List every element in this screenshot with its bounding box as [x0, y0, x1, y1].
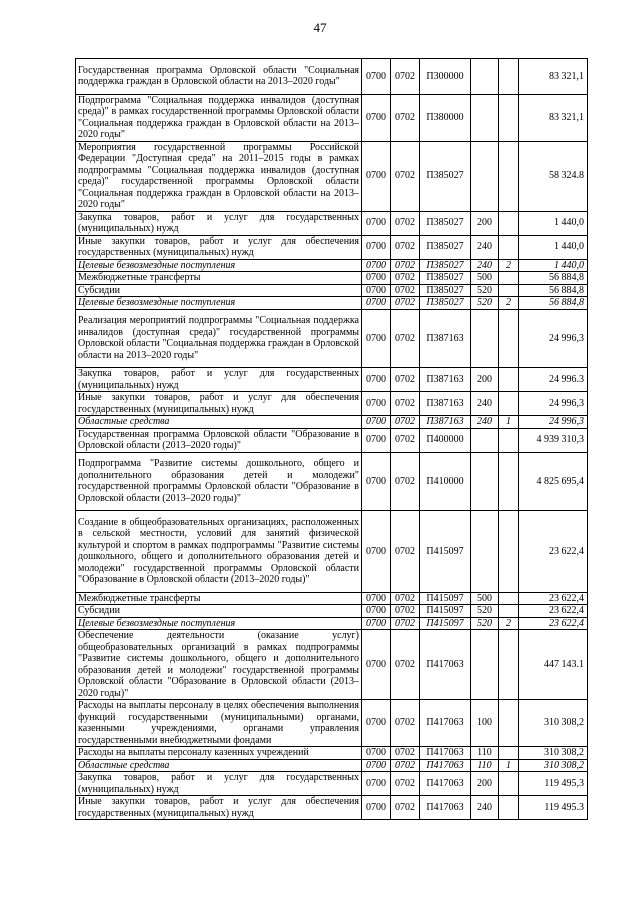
- row-amount-cell: 58 324.8: [519, 141, 588, 211]
- row-name-cell: Реализация мероприятий подпрограммы "Социальная поддержка инвалидов (доступная среда)" государственной программы Орловской области "Социальная поддержка граждан в Орловской области на 2013–2020 годы": [76, 309, 362, 368]
- row-amount-cell: 1 440,0: [519, 259, 588, 272]
- row-source-cell: [499, 452, 519, 511]
- row-expense-type-cell: 240: [471, 235, 499, 259]
- table-row: [76, 94, 588, 141]
- table-row: [76, 272, 588, 285]
- row-subsection-cell: 0702: [391, 211, 420, 235]
- row-name-cell: Областные средства: [76, 416, 362, 429]
- row-subsection-cell: 0702: [391, 94, 420, 141]
- row-target-article-cell: П417063: [420, 796, 471, 820]
- row-expense-type-cell: [471, 309, 499, 368]
- table-row: [76, 416, 588, 429]
- row-subsection-cell: 0702: [391, 368, 420, 392]
- row-amount-cell: 1 440,0: [519, 235, 588, 259]
- row-source-cell: 2: [499, 259, 519, 272]
- row-section-cell: 0700: [362, 759, 391, 772]
- budget-table: [75, 58, 588, 820]
- table-row: [76, 592, 588, 605]
- row-amount-cell: 119 495,3: [519, 772, 588, 796]
- row-amount-cell: 310 308,2: [519, 700, 588, 747]
- row-source-cell: [499, 368, 519, 392]
- row-target-article-cell: П385027: [420, 211, 471, 235]
- row-source-cell: [499, 59, 519, 95]
- row-section-cell: 0700: [362, 592, 391, 605]
- row-name-cell: Целевые безвозмездные поступления: [76, 259, 362, 272]
- row-subsection-cell: 0702: [391, 700, 420, 747]
- row-section-cell: 0700: [362, 309, 391, 368]
- table-row: [76, 747, 588, 760]
- row-source-cell: [499, 511, 519, 593]
- page-number: 47: [313, 20, 327, 35]
- row-subsection-cell: 0702: [391, 747, 420, 760]
- row-expense-type-cell: 100: [471, 700, 499, 747]
- row-amount-cell: 310 308,2: [519, 747, 588, 760]
- row-source-cell: [499, 428, 519, 452]
- row-expense-type-cell: 110: [471, 747, 499, 760]
- row-target-article-cell: П385027: [420, 297, 471, 310]
- row-name-cell: Мероприятия государственной программы Российской Федерации "Доступная среда" на 2011–2015 годы в рамках подпрограммы "Социальная поддержка инвалидов (доступная среда)" государственной программы Орловской области "Социальная поддержка граждан в Орловской области на 2013–2020 годы": [76, 141, 362, 211]
- row-subsection-cell: 0702: [391, 428, 420, 452]
- row-section-cell: 0700: [362, 452, 391, 511]
- row-expense-type-cell: [471, 630, 499, 700]
- row-source-cell: [499, 700, 519, 747]
- row-source-cell: 2: [499, 297, 519, 310]
- table-row: [76, 796, 588, 820]
- row-expense-type-cell: 240: [471, 796, 499, 820]
- row-target-article-cell: П417063: [420, 700, 471, 747]
- row-source-cell: [499, 235, 519, 259]
- row-subsection-cell: 0702: [391, 284, 420, 297]
- row-source-cell: [499, 94, 519, 141]
- row-amount-cell: 447 143.1: [519, 630, 588, 700]
- row-target-article-cell: П300000: [420, 59, 471, 95]
- row-subsection-cell: 0702: [391, 392, 420, 416]
- row-source-cell: [499, 272, 519, 285]
- row-expense-type-cell: 520: [471, 617, 499, 630]
- row-section-cell: 0700: [362, 211, 391, 235]
- row-target-article-cell: П415097: [420, 605, 471, 618]
- row-target-article-cell: П417063: [420, 747, 471, 760]
- row-section-cell: 0700: [362, 630, 391, 700]
- row-amount-cell: 23 622,4: [519, 617, 588, 630]
- row-target-article-cell: П385027: [420, 259, 471, 272]
- table-row: [76, 452, 588, 511]
- row-expense-type-cell: [471, 511, 499, 593]
- table-row: [76, 59, 588, 95]
- row-name-cell: Иные закупки товаров, работ и услуг для обеспечения государственных (муниципальных) нужд: [76, 392, 362, 416]
- row-section-cell: 0700: [362, 617, 391, 630]
- row-target-article-cell: П385027: [420, 235, 471, 259]
- row-subsection-cell: 0702: [391, 630, 420, 700]
- row-expense-type-cell: [471, 452, 499, 511]
- row-subsection-cell: 0702: [391, 309, 420, 368]
- row-amount-cell: 23 622,4: [519, 592, 588, 605]
- row-subsection-cell: 0702: [391, 605, 420, 618]
- row-target-article-cell: П387163: [420, 416, 471, 429]
- row-name-cell: Подпрограмма "Развитие системы дошкольного, общего и дополнительного образования детей и молодежи" государственной программы Орловской области "Образование в Орловской области (2013–2020 годы)": [76, 452, 362, 511]
- row-source-cell: 1: [499, 416, 519, 429]
- row-source-cell: [499, 772, 519, 796]
- row-name-cell: Подпрограмма "Социальная поддержка инвалидов (доступная среда)" в рамках государственной программы Орловской области "Социальная поддержка граждан в Орловской области на 2013–2020 годы": [76, 94, 362, 141]
- row-subsection-cell: 0702: [391, 297, 420, 310]
- row-name-cell: Субсидии: [76, 605, 362, 618]
- row-section-cell: 0700: [362, 392, 391, 416]
- table-row: [76, 259, 588, 272]
- row-expense-type-cell: 240: [471, 392, 499, 416]
- table-row: [76, 630, 588, 700]
- row-target-article-cell: П417063: [420, 630, 471, 700]
- row-name-cell: Расходы на выплаты персоналу казенных учреждений: [76, 747, 362, 760]
- table-row: [76, 759, 588, 772]
- row-target-article-cell: П417063: [420, 759, 471, 772]
- table-body: [76, 59, 588, 820]
- row-amount-cell: 119 495.3: [519, 796, 588, 820]
- row-target-article-cell: П385027: [420, 141, 471, 211]
- row-target-article-cell: П385027: [420, 284, 471, 297]
- row-target-article-cell: П415097: [420, 592, 471, 605]
- table-row: [76, 309, 588, 368]
- table-row: [76, 428, 588, 452]
- row-section-cell: 0700: [362, 59, 391, 95]
- row-name-cell: Межбюджетные трансферты: [76, 272, 362, 285]
- table-row: [76, 511, 588, 593]
- row-subsection-cell: 0702: [391, 272, 420, 285]
- row-section-cell: 0700: [362, 416, 391, 429]
- row-source-cell: [499, 747, 519, 760]
- row-expense-type-cell: [471, 59, 499, 95]
- row-subsection-cell: 0702: [391, 416, 420, 429]
- row-target-article-cell: П400000: [420, 428, 471, 452]
- row-target-article-cell: П385027: [420, 272, 471, 285]
- row-amount-cell: 56 884,8: [519, 284, 588, 297]
- row-amount-cell: 310 308,2: [519, 759, 588, 772]
- row-amount-cell: 24 996,3: [519, 416, 588, 429]
- table-row: [76, 700, 588, 747]
- row-target-article-cell: П380000: [420, 94, 471, 141]
- row-amount-cell: 4 939 310,3: [519, 428, 588, 452]
- row-subsection-cell: 0702: [391, 235, 420, 259]
- row-section-cell: 0700: [362, 700, 391, 747]
- row-section-cell: 0700: [362, 796, 391, 820]
- row-name-cell: Закупка товаров, работ и услуг для государственных (муниципальных) нужд: [76, 211, 362, 235]
- row-target-article-cell: П415097: [420, 511, 471, 593]
- row-section-cell: 0700: [362, 272, 391, 285]
- row-amount-cell: 23 622,4: [519, 511, 588, 593]
- row-target-article-cell: П387163: [420, 368, 471, 392]
- row-amount-cell: 56 884,8: [519, 272, 588, 285]
- row-target-article-cell: П387163: [420, 392, 471, 416]
- row-expense-type-cell: 500: [471, 272, 499, 285]
- table-row: [76, 772, 588, 796]
- row-expense-type-cell: 520: [471, 605, 499, 618]
- row-target-article-cell: П387163: [420, 309, 471, 368]
- row-section-cell: 0700: [362, 297, 391, 310]
- row-amount-cell: 83 321,1: [519, 94, 588, 141]
- row-expense-type-cell: 110: [471, 759, 499, 772]
- row-target-article-cell: П415097: [420, 617, 471, 630]
- row-source-cell: [499, 141, 519, 211]
- row-expense-type-cell: 520: [471, 297, 499, 310]
- row-name-cell: Межбюджетные трансферты: [76, 592, 362, 605]
- row-expense-type-cell: [471, 141, 499, 211]
- row-subsection-cell: 0702: [391, 59, 420, 95]
- row-section-cell: 0700: [362, 259, 391, 272]
- row-name-cell: Субсидии: [76, 284, 362, 297]
- row-section-cell: 0700: [362, 772, 391, 796]
- table-row: [76, 141, 588, 211]
- row-name-cell: Областные средства: [76, 759, 362, 772]
- table-row: [76, 211, 588, 235]
- row-name-cell: Целевые безвозмездные поступления: [76, 617, 362, 630]
- row-source-cell: [499, 284, 519, 297]
- row-section-cell: 0700: [362, 368, 391, 392]
- row-source-cell: 2: [499, 617, 519, 630]
- row-name-cell: Государственная программа Орловской области "Образование в Орловской области (2013–2020 годы)": [76, 428, 362, 452]
- row-amount-cell: 24 996,3: [519, 309, 588, 368]
- row-expense-type-cell: 500: [471, 592, 499, 605]
- row-source-cell: [499, 796, 519, 820]
- row-source-cell: [499, 630, 519, 700]
- row-target-article-cell: П410000: [420, 452, 471, 511]
- row-amount-cell: 4 825 695,4: [519, 452, 588, 511]
- row-name-cell: Иные закупки товаров, работ и услуг для обеспечения государственных (муниципальных) нужд: [76, 235, 362, 259]
- row-subsection-cell: 0702: [391, 796, 420, 820]
- row-name-cell: Расходы на выплаты персоналу в целях обеспечения выполнения функций государственными (муниципальными) органами, казенными учреждениями, органами управления государственными внебюджетными фондами: [76, 700, 362, 747]
- row-expense-type-cell: 200: [471, 368, 499, 392]
- row-expense-type-cell: 200: [471, 772, 499, 796]
- row-section-cell: 0700: [362, 235, 391, 259]
- row-subsection-cell: 0702: [391, 759, 420, 772]
- row-name-cell: Закупка товаров, работ и услуг для государственных (муниципальных) нужд: [76, 772, 362, 796]
- row-expense-type-cell: 200: [471, 211, 499, 235]
- row-subsection-cell: 0702: [391, 592, 420, 605]
- row-section-cell: 0700: [362, 94, 391, 141]
- row-source-cell: 1: [499, 759, 519, 772]
- row-expense-type-cell: [471, 94, 499, 141]
- row-name-cell: Целевые безвозмездные поступления: [76, 297, 362, 310]
- row-amount-cell: 24 996.3: [519, 368, 588, 392]
- row-section-cell: 0700: [362, 511, 391, 593]
- table-row: [76, 605, 588, 618]
- row-subsection-cell: 0702: [391, 617, 420, 630]
- row-source-cell: [499, 605, 519, 618]
- row-section-cell: 0700: [362, 284, 391, 297]
- table-row: [76, 297, 588, 310]
- table-row: [76, 368, 588, 392]
- row-amount-cell: 23 622,4: [519, 605, 588, 618]
- row-section-cell: 0700: [362, 605, 391, 618]
- table-row: [76, 617, 588, 630]
- row-amount-cell: 1 440,0: [519, 211, 588, 235]
- row-name-cell: Обеспечение деятельности (оказание услуг) общеобразовательных организаций в рамках подпрограммы "Развитие системы дошкольного, общего и дополнительного образования детей и молодежи" государственной программы Орловской области "Образование в Орловской области (2013–2020 годы)": [76, 630, 362, 700]
- row-expense-type-cell: 240: [471, 416, 499, 429]
- row-source-cell: [499, 392, 519, 416]
- row-name-cell: Государственная программа Орловской области "Социальная поддержка граждан в Орловской области на 2013–2020 годы": [76, 59, 362, 95]
- row-name-cell: Закупка товаров, работ и услуг для государственных (муниципальных) нужд: [76, 368, 362, 392]
- row-subsection-cell: 0702: [391, 141, 420, 211]
- row-section-cell: 0700: [362, 428, 391, 452]
- table-row: [76, 392, 588, 416]
- row-expense-type-cell: [471, 428, 499, 452]
- row-source-cell: [499, 211, 519, 235]
- row-expense-type-cell: 240: [471, 259, 499, 272]
- row-target-article-cell: П417063: [420, 772, 471, 796]
- table-row: [76, 235, 588, 259]
- row-subsection-cell: 0702: [391, 452, 420, 511]
- row-name-cell: Создание в общеобразовательных организациях, расположенных в сельской местности, условий для занятий физической культурой и спортом в рамках подпрограммы "Развитие системы дошкольного, общего и дополнительного образования детей и молодежи" государственной программы Орловской области "Образование в Орловской области (2013–2020 годы)": [76, 511, 362, 593]
- row-amount-cell: 24 996,3: [519, 392, 588, 416]
- row-section-cell: 0700: [362, 141, 391, 211]
- row-subsection-cell: 0702: [391, 772, 420, 796]
- row-source-cell: [499, 309, 519, 368]
- row-subsection-cell: 0702: [391, 511, 420, 593]
- row-expense-type-cell: 520: [471, 284, 499, 297]
- row-amount-cell: 83 321,1: [519, 59, 588, 95]
- row-name-cell: Иные закупки товаров, работ и услуг для обеспечения государственных (муниципальных) нужд: [76, 796, 362, 820]
- row-section-cell: 0700: [362, 747, 391, 760]
- table-row: [76, 284, 588, 297]
- row-subsection-cell: 0702: [391, 259, 420, 272]
- row-source-cell: [499, 592, 519, 605]
- row-amount-cell: 56 884,8: [519, 297, 588, 310]
